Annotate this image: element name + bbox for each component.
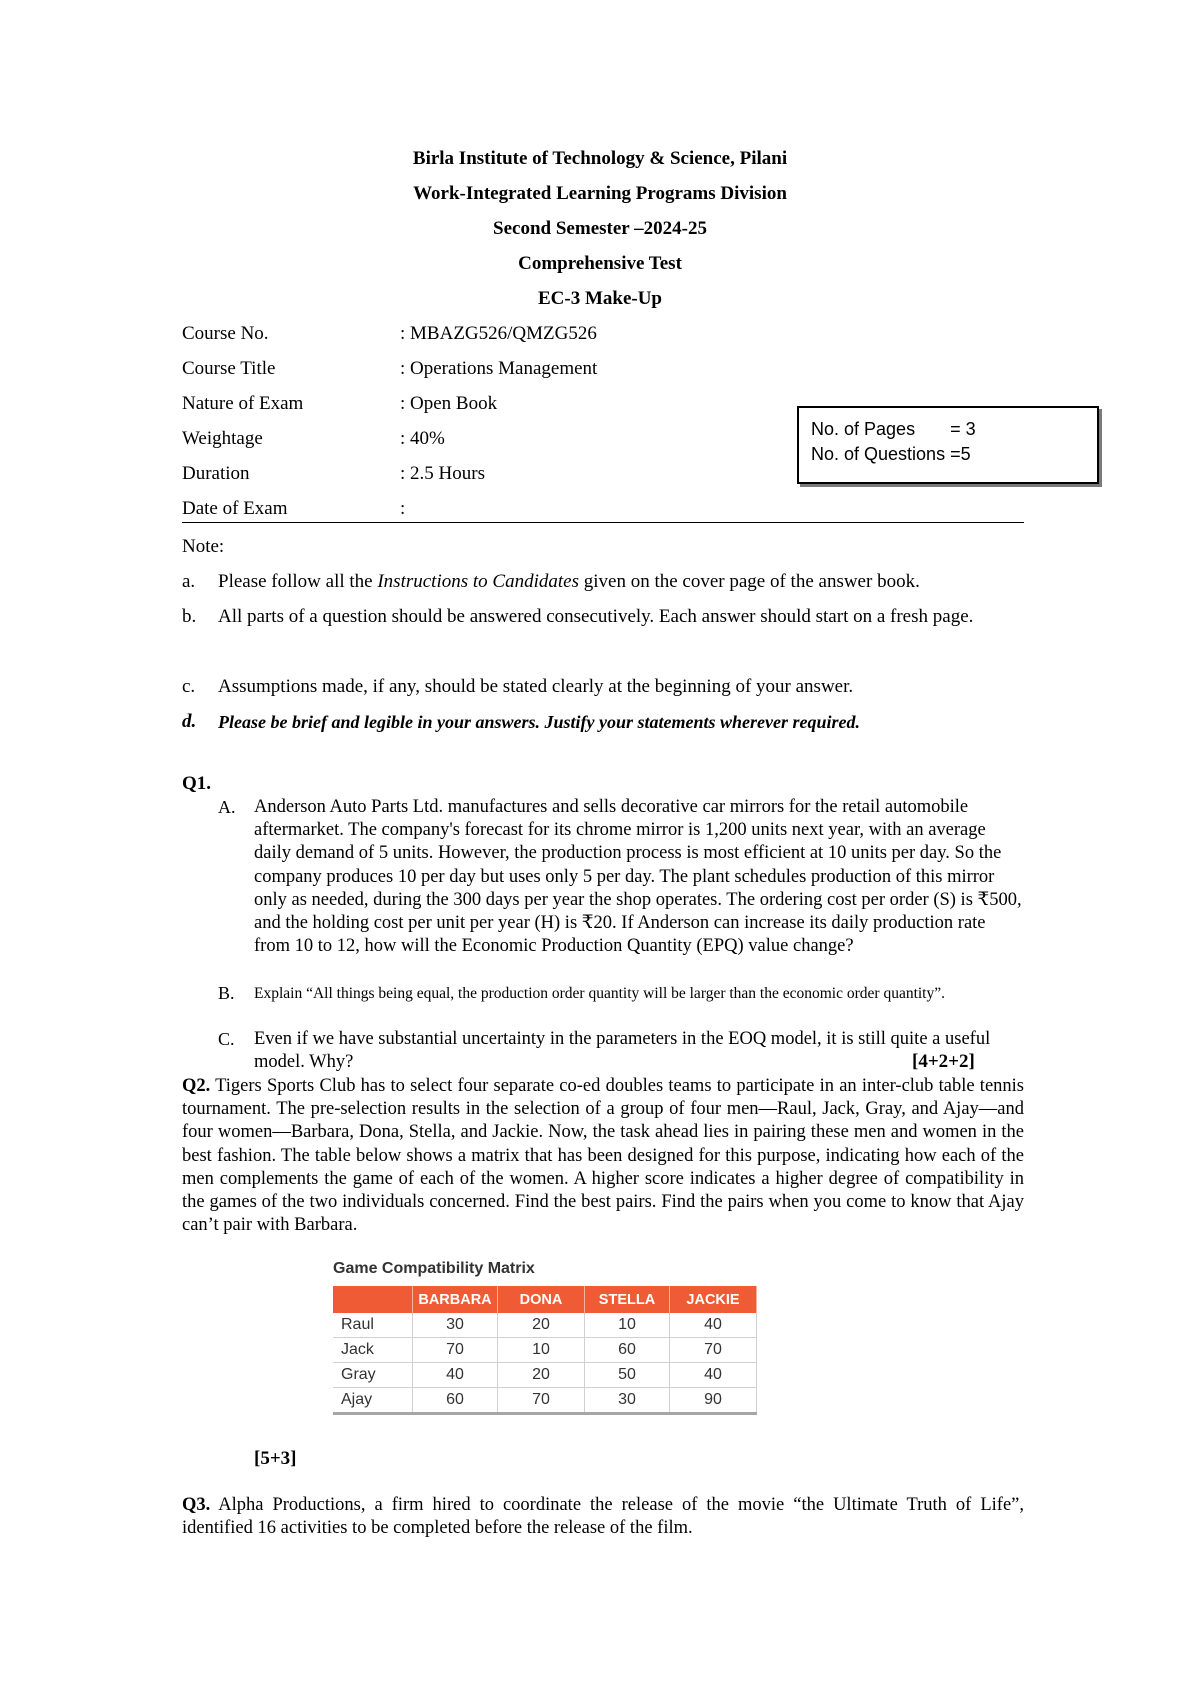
table-header-dona: DONA [498, 1286, 585, 1313]
table-header-stella: STELLA [585, 1286, 670, 1313]
row-name: Jack [333, 1338, 413, 1363]
table-header-row [333, 1286, 757, 1313]
table-cell: 70 [498, 1388, 585, 1414]
note-d: Please be brief and legible in your answers. Justify your statements wherever required. [218, 712, 860, 732]
note-d-letter: d. [182, 711, 197, 732]
table-cell: 70 [413, 1338, 498, 1363]
table-header-barbara: BARBARA [413, 1286, 498, 1313]
institute-name: Birla Institute of Technology & Science, Pilani [412, 148, 788, 169]
q2-text: Tigers Sports Club has to select four separate co-ed doubles teams to participate in an inter-club table tennis tournament. The pre-selection results in the selection of a group of four men—Raul, Jack, Gray, and Ajay—and four women—Barbara, Dona, Stella, and Jackie. Now, the task ahead lies in pairing these men and women in the best fashion. The table below shows a matrix that has been designed for this purpose, indicating how each of the men complements the game of each of the women. A higher score indicates a higher degree of compatibility in the games of the two individuals concerned. Find the best pairs. Find the pairs when you come to know that Ajay can’t pair with Barbara. [182, 1076, 1024, 1236]
q1-b-letter: B. [218, 983, 235, 1003]
note-a [218, 572, 1024, 592]
table-cell: 60 [413, 1388, 498, 1414]
table-cell: 40 [413, 1363, 498, 1388]
table-row [333, 1313, 757, 1338]
page-count-box [797, 406, 1099, 484]
questions-count: No. of Questions =5 [811, 444, 971, 464]
test-name: Comprehensive Test [518, 253, 682, 274]
table-cell: 20 [498, 1363, 585, 1388]
q1-c-letter: C. [218, 1029, 235, 1049]
table-cell: 20 [498, 1313, 585, 1338]
weightage-label: Weightage [182, 428, 263, 449]
table-cell: 90 [670, 1388, 757, 1414]
duration-label: Duration [182, 463, 250, 484]
course-title-label: Course Title [182, 358, 276, 379]
table-cell: 40 [670, 1313, 757, 1338]
table-cell: 40 [670, 1363, 757, 1388]
nature-label: Nature of Exam [182, 393, 304, 414]
course-no-label: Course No. [182, 323, 269, 344]
note-heading: Note: [182, 536, 225, 557]
date-label: Date of Exam [182, 498, 288, 519]
note-a-pre: Please follow all the [218, 571, 378, 592]
table-cell: 10 [585, 1313, 670, 1338]
table-cell: 70 [670, 1338, 757, 1363]
table-header-jackie: JACKIE [670, 1286, 757, 1313]
table-row [333, 1388, 757, 1414]
q3-label: Q3. [182, 1495, 211, 1515]
table-title: Game Compatibility Matrix [333, 1260, 535, 1277]
table-row [333, 1338, 757, 1363]
table-row [333, 1363, 757, 1388]
table-cell: 60 [585, 1338, 670, 1363]
note-b: All parts of a question should be answered consecutively. Each answer should start on a fresh page. [218, 606, 974, 627]
course-title-value: : Operations Management [400, 358, 598, 379]
weightage-value: : 40% [400, 428, 445, 449]
q2-label: Q2. [182, 1076, 211, 1096]
semester: Second Semester –2024-25 [493, 218, 707, 239]
q3-paragraph [182, 1494, 1024, 1540]
table-cell: 50 [585, 1363, 670, 1388]
header-divider [182, 522, 1024, 523]
compatibility-table [333, 1286, 757, 1415]
q2-marks: [5+3] [254, 1448, 297, 1469]
q1-label: Q1. [182, 773, 212, 794]
row-name: Ajay [333, 1388, 413, 1414]
q1-a-letter: A. [218, 797, 236, 817]
note-a-italic: Instructions to Candidates [377, 571, 579, 592]
row-name: Gray [333, 1363, 413, 1388]
duration-value: : 2.5 Hours [400, 463, 485, 484]
q1-marks: [4+2+2] [912, 1051, 975, 1072]
nature-value: : Open Book [400, 393, 498, 414]
q1-b-text: Explain “All things being equal, the production order quantity will be larger than the economic order quantity”. [254, 985, 945, 1002]
date-value: : [400, 498, 406, 519]
table-cell: 30 [585, 1388, 670, 1414]
q1-a-text: Anderson Auto Parts Ltd. manufactures and sells decorative car mirrors for the retail automobile aftermarket. The company's forecast for its chrome mirror is 1,200 units next year, with an average daily demand of 5 units. However, the production process is most efficient at 10 units per day. So the company produces 10 per day but uses only 5 per day. The plant schedules production of this mirror only as needed, during the 300 days per year the shop operates. The ordering cost per order (S) is ₹500, and the holding cost per unit per year (H) is ₹20. If Anderson can increase its daily production rate from 10 to 12, how will the Economic Production Quantity (EPQ) value change? [254, 797, 1022, 957]
table-cell: 10 [498, 1338, 585, 1363]
table-header-corner [333, 1286, 413, 1313]
q3-text: Alpha Productions, a firm hired to coordinate the release of the movie “the Ultimate Truth of Life”, identified 16 activities to be completed before the release of the film. [182, 1495, 1024, 1539]
note-b-letter: b. [182, 606, 197, 627]
pages-count: No. of Pages = 3 [811, 419, 976, 439]
course-no-value: : MBAZG526/QMZG526 [400, 323, 597, 344]
note-c: Assumptions made, if any, should be stated clearly at the beginning of your answer. [218, 676, 854, 697]
note-a-post: given on the cover page of the answer book. [578, 571, 920, 592]
note-a-letter: a. [182, 571, 196, 592]
table-cell: 30 [413, 1313, 498, 1338]
component-name: EC-3 Make-Up [537, 288, 663, 309]
row-name: Raul [333, 1313, 413, 1338]
division-name: Work-Integrated Learning Programs Division [413, 183, 787, 204]
q1-c-text: Even if we have substantial uncertainty in the parameters in the EOQ model, it is still quite a useful model. Why? [254, 1029, 991, 1073]
note-c-letter: c. [182, 676, 196, 697]
q2-paragraph [182, 1075, 1024, 1237]
